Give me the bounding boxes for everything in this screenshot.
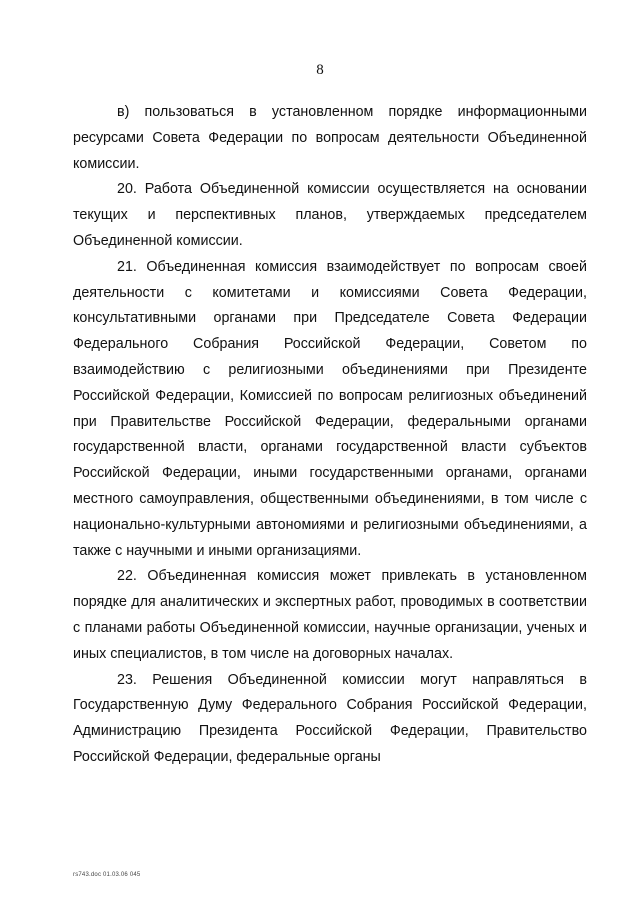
paragraph-23: 23. Решения Объединенной комиссии могут направляться в Государственную Думу Федерального Собрания Российской Федерации, Администрацию Президента Российской Федерации, Правительство Российской Федерации, федеральные органы: [73, 671, 587, 765]
document-body: [73, 100, 587, 771]
page-number: 8: [316, 62, 324, 78]
paragraph-20: 20. Работа Объединенной комиссии осуществляется на основании текущих и перспективных планов, утверждаемых председателем Объединенной комиссии.: [73, 181, 587, 249]
paragraph-22: 22. Объединенная комиссия может привлекать в установленном порядке для аналитических и экспертных работ, проводимых в соответствии с планами работы Объединенной комиссии, научные организации, ученых и иных специалистов, в том числе на договорных началах.: [73, 568, 587, 662]
paragraph-21: 21. Объединенная комиссия взаимодействует по вопросам своей деятельности с комитетами и комиссиями Совета Федерации, консультативными органами при Председателе Совета Федерации Федерального Собрания Российской Федерации, Советом по взаимодействию с религиозными объединениями при Президенте Российской Федерации, Комиссией по вопросам религиозных объединений при Правительстве Российской Федерации, федеральными органами государственной власти, органами государственной власти субъектов Российской Федерации, иными государственными органами, органами местного самоуправления, общественными объединениями, в том числе с национально-культурными автономиями и религиозными объединениями, а также с научными и иными организациями.: [73, 258, 587, 559]
document-footer: rs743.doc 01.03.06 045: [73, 872, 141, 878]
paragraph-v: в) пользоваться в установленном порядке информационными ресурсами Совета Федерации по вопросам деятельности Объединенной комиссии.: [73, 104, 587, 172]
